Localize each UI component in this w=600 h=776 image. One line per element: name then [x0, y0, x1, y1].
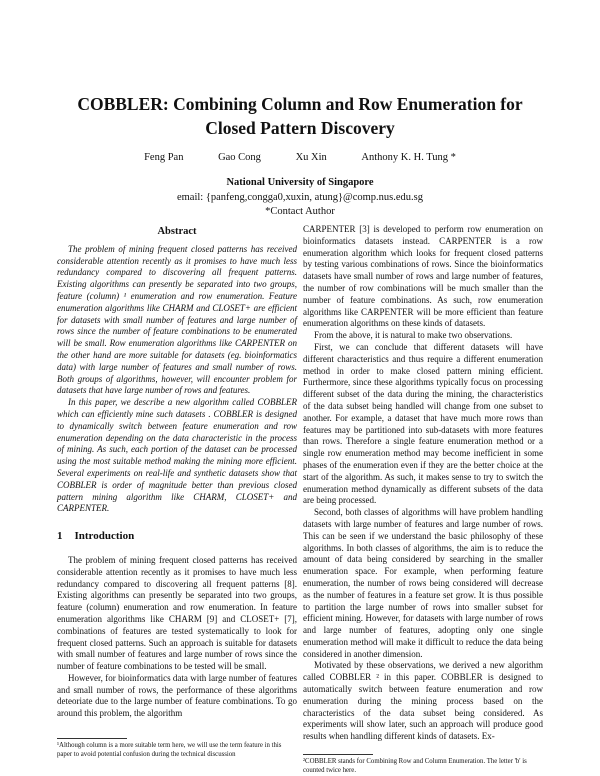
- right-paragraph-2: From the above, it is natural to make two observations.: [314, 330, 513, 341]
- right-paragraph-4: Second, both classes of algorithms will have problem handling datasets with large number of features and large number of rows. This can be seen if we understand the basic philosophy of these algorithms. In both classes of algorithms, the aim is to reduce the amount of data being considered by searching in the smaller enumeration space. For example, when performing feature enumeration, the number of rows being considered will decrease as the number of features in a feature set grow. It is thus possible to partition the large number of rows into smaller subset for efficient mining. However, for datasets with large number of rows and large number of features, adopting only one single enumeration method will make it difficult to reduce the data being considered in another dimension.: [303, 507, 543, 659]
- author-list: [40, 152, 560, 163]
- section-title: Introduction: [74, 530, 135, 543]
- title-line-1: COBBLER: Combining Column and Row Enumeration for: [77, 94, 523, 114]
- right-paragraph-5: Motivated by these observations, we derived a new algorithm called COBBLER ² in this paper. COBBLER is designed to automatically switch between feature enumeration and row enumeration during the mining process based on the characteristics of the data subset being considered. As experiments will show later, such an approach will produce good results when handling different kinds of datasets. Ex-: [303, 660, 543, 742]
- abstract-heading: Abstract: [157, 226, 197, 237]
- footnote-2: [303, 754, 543, 775]
- left-column: [57, 224, 297, 720]
- intro-paragraph-1: The problem of mining frequent closed patterns has received considerable attention recently as it promises to have much less redundancy compared to discovering all frequent patterns [8]. Existing algorithms can presently be separated into two groups, feature (column) enumeration and row enumeration. In feature enumeration algorithms like CHARM [9] and CLOSET+ [7], combinations of features are tested systematically to look for frequent closed patterns. Such an approach is suitable for datasets with small number of features and large number of rows since the number of feature combinations to be tested will be small.: [57, 554, 297, 672]
- abstract-paragraph-1: The problem of mining frequent closed patterns has received considerable attention recently as it promises to have much less redundancy compared to discovering all frequent patterns. Existing algorithms can presently be separated into two groups, feature (column) ¹ enumeration and row enumeration. Feature enumeration algorithms like CHARM and CLOSET+ are efficient for datasets with small number of features and large number of rows since the number of feature combinations to be enumerated will be small. Row enumeration algorithms like CARPENTER on the other hand are more suitable for datasets (eg. bioinformatics data) with large number of features and small number of rows. Both groups of algorithms, however, will encounter problem for datasets that have large number of rows and features.: [57, 243, 297, 396]
- footnote-rule: [303, 754, 373, 755]
- author-3: Xu Xin: [295, 152, 327, 163]
- intro-paragraph-2: However, for bioinformatics data with large number of features and small number of rows, the performance of these algorithms deteoriate due to the large number of feature combinations. To go around this problem, the algorithm: [57, 672, 297, 719]
- section-number: 1: [57, 530, 63, 543]
- title-line-2: Closed Pattern Discovery: [205, 118, 395, 138]
- footnote-rule: [57, 738, 127, 739]
- right-column: [303, 224, 543, 743]
- footnote-2-text: ²COBBLER stands for Combining Row and Column Enumeration. The letter 'b' is counted twice here.: [303, 758, 527, 774]
- paper-title: [40, 92, 560, 140]
- footnote-1-text: ¹Although column is a more suitable term here, we will use the term feature in this paper to avoid potential confusion during the technical discussion: [57, 742, 282, 758]
- right-paragraph-3: First, we can conclude that different datasets will have different characteristics and thus require a different enumeration method in order to make closed pattern mining efficient. Furthermore, since these algorithms typically focus on processing different subset of the data during the mining, the characteristics of the data subset being handled will change from one subset to another. For example, a dataset that have much more rows than features may be partitioned into sub-datasets with more features than rows. Therefore a single feature enumeration method or a single row enumeration method may become inefficient in some phases of the enumeration even if they are the better choice at the start of the algorithm. As such, it makes sense to try to switch the enumeration method dynamically as different subsets of the data are being processed.: [303, 341, 543, 506]
- affiliation: [40, 176, 560, 220]
- university: National University of Singapore: [226, 177, 374, 188]
- footnote-1: [57, 738, 297, 759]
- email-line: email: {panfeng,congga0,xuxin, atung}@comp.nus.edu.sg: [176, 191, 424, 203]
- abstract-section: [57, 226, 297, 515]
- right-paragraph-1: CARPENTER [3] is developed to perform row enumeration on bioinformatics datasets instead. CARPENTER is a row enumeration algorithm which looks for frequent closed patterns by testing various combinations of rows. Since the bioinformatics datasets have small number of rows and large number of features, the number of row combinations will be much smaller than the number of feature combinations. As such, row enumeration algorithms like CARPENTER will be more efficient than feature enumeration algorithms on these kinds of datasets.: [303, 224, 543, 329]
- author-2: Gao Cong: [218, 152, 261, 163]
- contact-author-note: *Contact Author: [265, 206, 335, 217]
- author-4: Anthony K. H. Tung *: [361, 152, 456, 163]
- author-1: Feng Pan: [144, 152, 184, 163]
- section-heading-introduction: [57, 531, 297, 543]
- abstract-paragraph-2: In this paper, we describe a new algorithm called COBBLER which can efficiently mine such datasets . COBBLER is designed to dynamically switch between feature enumeration and row enumeration depending on the data characteristic in the process of mining. As such, each portion of the dataset can be processed using the most suitable method making the mining more efficient. Several experiments on real-life and synthetic datasets show that COBBLER is order of magnitude better than previous closed pattern mining algorithm like CHARM, CLOSET+ and CARPENTER.: [57, 397, 297, 514]
